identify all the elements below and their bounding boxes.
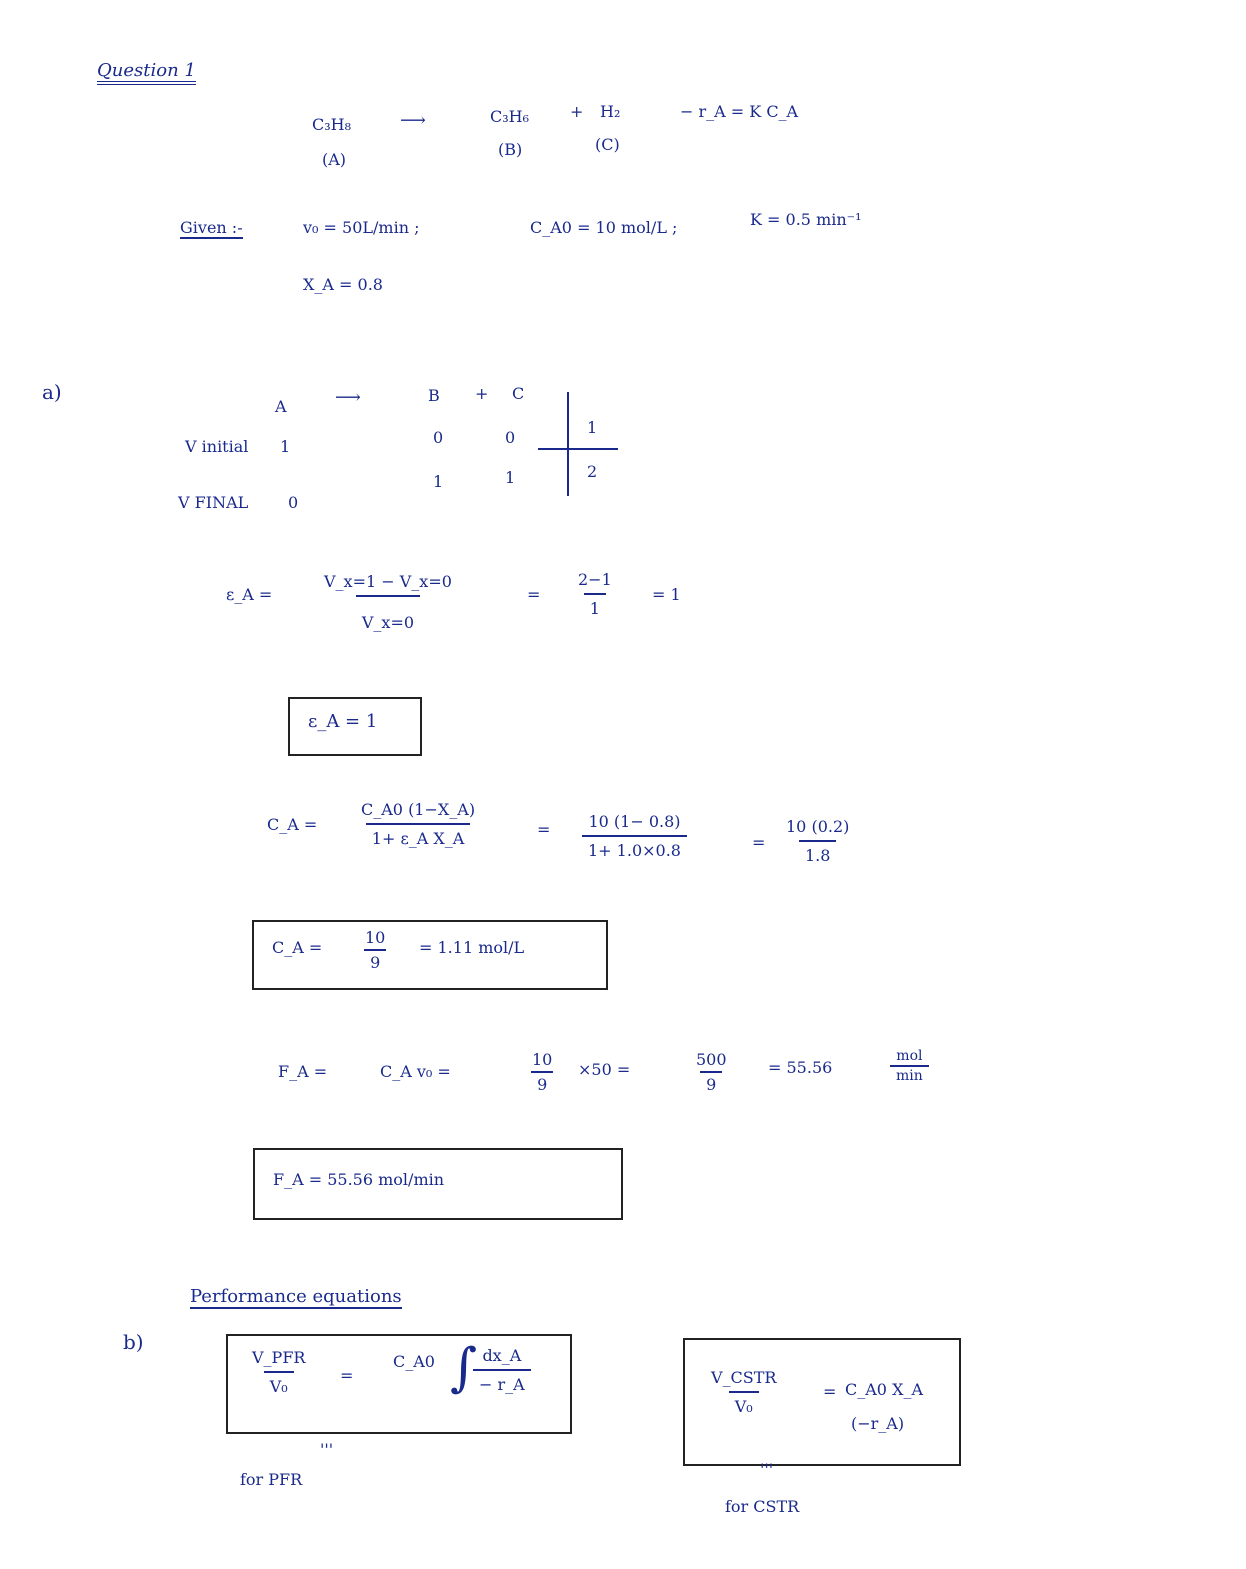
table-arrow-icon: ⟶ [335,387,361,408]
product1-formula: C₃H₆ [490,107,530,126]
pfr-integrand [473,1346,531,1394]
reaction-arrow-icon: ⟶ [400,110,426,131]
cstr-equation-box [683,1338,961,1466]
pfr-coefficient: C_A0 [393,1352,435,1371]
reactant-label: (A) [322,150,347,169]
epsilon-fraction [318,572,458,632]
fa-denominator-1: 9 [531,1071,553,1094]
fa-numerator-1: 10 [532,1050,553,1069]
ca-fraction-2 [582,812,687,860]
ca-denominator-3: 1.8 [799,840,836,865]
pfr-integrand-denominator: − r_A [473,1369,531,1394]
fa-result-box [253,1148,623,1220]
epsilon-denominator-2: 1 [584,593,606,618]
table-sum-initial: 1 [587,418,598,437]
cstr-mark: ''' [760,1460,774,1479]
epsilon-numerator: V_x=1 − V_x=0 [324,572,452,591]
epsilon-box-text: ε_A = 1 [308,711,378,732]
ca-result-box [252,920,608,990]
table-header-plus: + [475,384,489,403]
cstr-lhs-fraction [705,1368,782,1416]
reactant-formula: C₃H₈ [312,115,352,134]
fa-lhs: F_A = [278,1062,328,1081]
plus-sign: + [570,102,584,121]
pfr-caption: for PFR [240,1470,303,1489]
row-final-c: 1 [505,468,516,487]
cstr-denominator: V₀ [729,1391,759,1416]
table-header-b: B [428,386,440,405]
rate-law: − r_A = K C_A [680,102,799,121]
integral-icon: ∫ [450,1338,478,1398]
given-v0: v₀ = 50L/min ; [303,218,420,237]
pfr-equals: = [340,1366,354,1385]
fa-unit [890,1048,929,1084]
epsilon-numerator-2: 2−1 [578,570,612,589]
epsilon-lhs: ε_A = [226,585,273,604]
pfr-equation-box [226,1334,572,1434]
row-final-a: 0 [288,493,299,512]
row-initial-label: V initial [185,437,249,456]
pfr-mark: ''' [320,1440,334,1459]
table-divider-vertical [567,392,569,496]
row-final-b: 1 [433,472,444,491]
epsilon-denominator: V_x=0 [356,595,420,632]
fa-unit-numerator: mol [896,1048,923,1064]
fa-result: = 55.56 [768,1058,833,1077]
given-k: K = 0.5 min⁻¹ [750,210,862,229]
given-xa: X_A = 0.8 [303,275,383,294]
row-initial-b: 0 [433,428,444,447]
product2-formula: H₂ [600,102,621,121]
product2-label: (C) [595,135,620,154]
ca-fraction-3 [780,817,855,865]
cstr-caption: for CSTR [725,1497,800,1516]
ca-box-result: = 1.11 mol/L [419,938,525,957]
table-header-a: A [275,397,287,416]
ca-numerator-3: 10 (0.2) [786,817,850,836]
row-initial-c: 0 [505,428,516,447]
fa-mid: C_A v₀ = [380,1062,451,1081]
epsilon-result-box [288,697,422,756]
ca-equals-2: = [752,833,766,852]
ca-box-fraction [359,928,391,972]
fa-numerator-2: 500 [696,1050,727,1069]
row-initial-a: 1 [280,437,291,456]
fa-unit-denominator: min [890,1065,929,1084]
pfr-lhs-fraction [246,1348,311,1396]
ca-numerator-2: 10 (1− 0.8) [588,812,681,831]
fa-denominator-2: 9 [700,1071,722,1094]
ca-fraction-1 [355,800,481,848]
pfr-integrand-numerator: dx_A [482,1346,522,1365]
fa-times: ×50 = [578,1060,631,1079]
ca-box-lhs: C_A = [272,938,323,957]
performance-equations-title: Performance equations [190,1286,402,1307]
epsilon-result: = 1 [652,585,681,604]
fa-fraction-1 [526,1050,558,1094]
epsilon-equals: = [527,585,541,604]
ca-lhs: C_A = [267,815,318,834]
pfr-numerator: V_PFR [252,1348,306,1367]
product1-label: (B) [498,140,523,159]
part-b-label: b) [123,1330,144,1354]
ca-denominator-1: 1+ ε_A X_A [366,823,471,848]
ca-denominator-2: 1+ 1.0×0.8 [582,835,687,860]
table-sum-final: 2 [587,462,598,481]
table-header-c: C [512,384,525,403]
row-final-label: V FINAL [178,493,249,512]
given-label: Given :- [180,218,243,237]
ca-box-numerator: 10 [365,928,386,947]
pfr-denominator: V₀ [264,1371,294,1396]
ca-box-denominator: 9 [364,949,386,972]
given-ca0: C_A0 = 10 mol/L ; [530,218,678,237]
epsilon-fraction-2 [572,570,618,618]
question-heading: Question 1 [97,60,196,85]
fa-box-text: F_A = 55.56 mol/min [273,1170,445,1189]
ca-numerator-1: C_A0 (1−X_A) [361,800,476,819]
fa-fraction-2 [690,1050,733,1094]
part-a-label: a) [42,380,62,404]
table-divider-horizontal [538,448,618,450]
cstr-rhs-numerator: C_A0 X_A [845,1380,924,1399]
cstr-numerator: V_CSTR [711,1368,777,1387]
cstr-rhs-denominator: (−r_A) [851,1414,905,1433]
cstr-equals: = [823,1382,837,1401]
ca-equals-1: = [537,820,551,839]
